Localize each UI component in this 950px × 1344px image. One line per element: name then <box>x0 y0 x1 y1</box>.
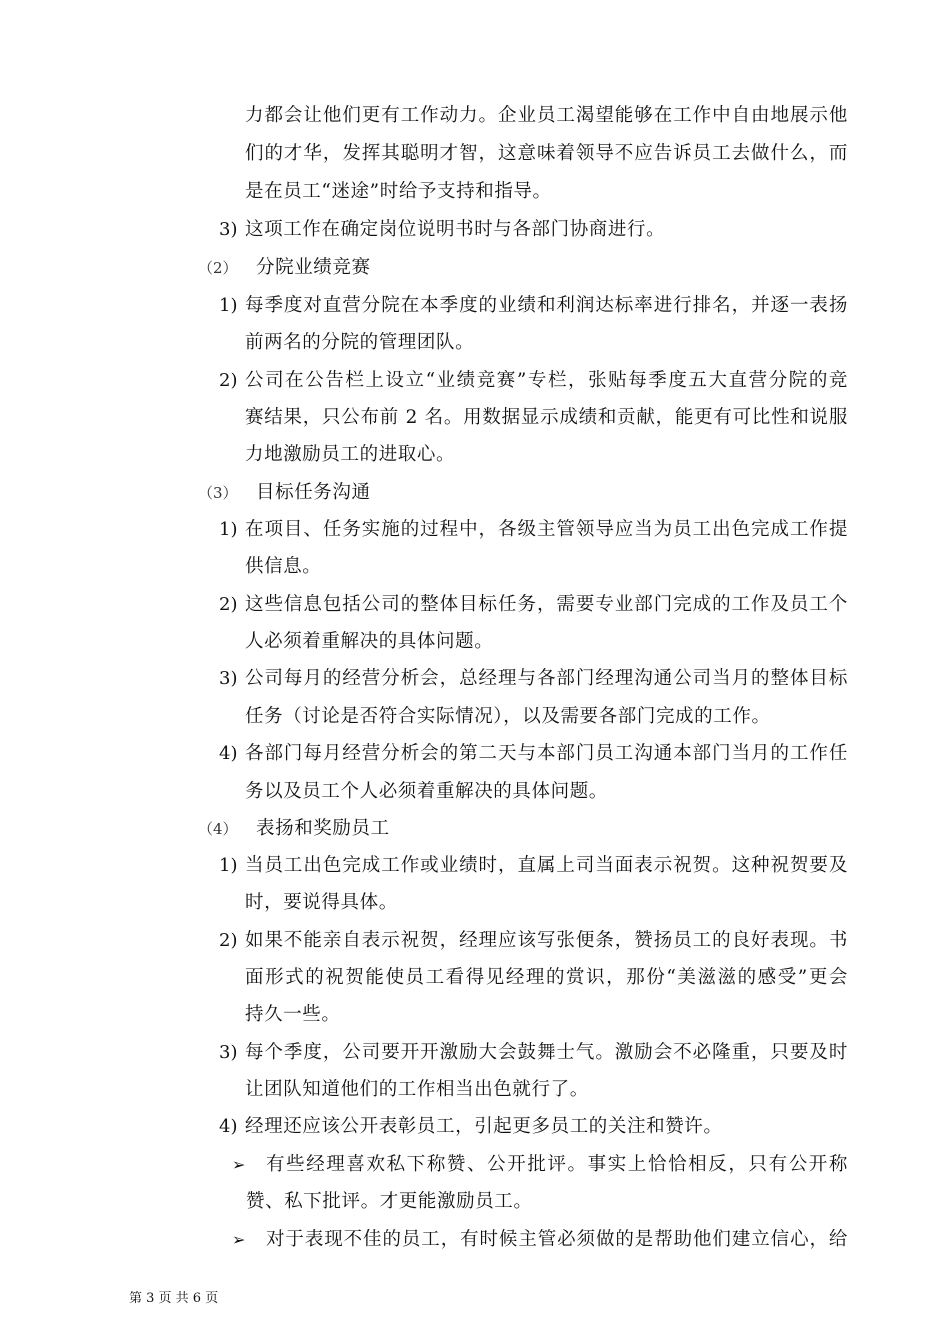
bullet-text: 对于表现不佳的员工，有时候主管必须做的是帮助他们建立信心，给 <box>266 1229 848 1250</box>
list-item-text: 这项工作在确定岗位说明书时与各部门协商进行。 <box>245 219 666 240</box>
list-item-number: 1) <box>219 855 238 876</box>
list-item-text: 如果不能亲自表示祝贺，经理应该写张便条，赞扬员工的良好表现。书 <box>245 930 848 951</box>
list-item-text: 面形式的祝贺能使员工看得见经理的赏识，那份“美滋滋的感受”更会 <box>245 967 848 988</box>
section-number: （4） <box>198 820 238 838</box>
bullet-text: 赞、私下批评。才更能激励员工。 <box>246 1191 533 1212</box>
list-item-text: 经理还应该公开表彰员工，引起更多员工的关注和赞许。 <box>245 1116 723 1137</box>
list-item-number: 2) <box>219 594 238 615</box>
arrow-bullet-icon: ➢ <box>232 1155 246 1174</box>
paragraph-line: 是在员工“迷途”时给予支持和指导。 <box>245 181 552 202</box>
section-heading: 表扬和奖励员工 <box>256 818 390 839</box>
section-heading: 分院业绩竞赛 <box>256 257 371 278</box>
list-item-text: 人必须着重解决的具体问题。 <box>245 631 494 652</box>
list-item-number: 1) <box>219 295 238 316</box>
list-item-text: 力地激励员工的进取心。 <box>245 444 456 465</box>
list-item-text: 各部门每月经营分析会的第二天与本部门员工沟通本部门当月的工作任 <box>245 743 848 764</box>
list-item-number: 1) <box>219 519 238 540</box>
list-item-number: 2) <box>219 930 238 951</box>
list-item-number: 4) <box>219 1116 238 1137</box>
list-item-number: 4) <box>219 743 238 764</box>
list-item-text: 在项目、任务实施的过程中，各级主管领导应当为员工出色完成工作提 <box>245 519 848 540</box>
paragraph-line: 力都会让他们更有工作动力。企业员工渴望能够在工作中自由地展示他 <box>245 105 848 126</box>
list-item-text: 这些信息包括公司的整体目标任务，需要专业部门完成的工作及员工个 <box>245 594 848 615</box>
list-item-text: 赛结果，只公布前 2 名。用数据显示成绩和贡献，能更有可比性和说服 <box>245 407 848 428</box>
list-item-number: 2) <box>219 370 238 391</box>
list-item-text: 当员工出色完成工作或业绩时，直属上司当面表示祝贺。这种祝贺要及 <box>245 855 848 876</box>
list-item-text: 供信息。 <box>245 556 322 577</box>
bullet-text: 有些经理喜欢私下称赞、公开批评。事实上恰恰相反，只有公开称 <box>266 1154 848 1175</box>
list-item-text: 务以及员工个人必须着重解决的具体问题。 <box>245 781 608 802</box>
list-item-text: 公司在公告栏上设立“业绩竞赛”专栏，张贴每季度五大直营分院的竞 <box>245 370 848 391</box>
list-item-text: 每季度对直营分院在本季度的业绩和利润达标率进行排名，并逐一表扬 <box>245 295 848 316</box>
list-item-text: 前两名的分院的管理团队。 <box>245 332 475 353</box>
section-number: （3） <box>198 484 238 502</box>
list-item-number: 3) <box>219 219 238 240</box>
list-item-text: 公司每月的经营分析会，总经理与各部门经理沟通公司当月的整体目标 <box>245 668 848 689</box>
list-item-text: 持久一些。 <box>245 1004 341 1025</box>
list-item-number: 3) <box>219 1042 238 1063</box>
paragraph-line: 们的才华，发挥其聪明才智，这意味着领导不应告诉员工去做什么，而 <box>245 143 848 164</box>
arrow-bullet-icon: ➢ <box>232 1230 246 1249</box>
section-heading: 目标任务沟通 <box>256 482 371 503</box>
list-item-number: 3) <box>219 668 238 689</box>
section-number: （2） <box>198 259 238 277</box>
list-item-text: 每个季度，公司要开开激励大会鼓舞士气。激励会不必隆重，只要及时 <box>245 1042 848 1063</box>
list-item-text: 时，要说得具体。 <box>245 892 398 913</box>
list-item-text: 让团队知道他们的工作相当出色就行了。 <box>245 1079 589 1100</box>
list-item-text: 任务（讨论是否符合实际情况），以及需要各部门完成的工作。 <box>245 706 771 727</box>
page-footer: 第 3 页 共 6 页 <box>129 1291 219 1306</box>
